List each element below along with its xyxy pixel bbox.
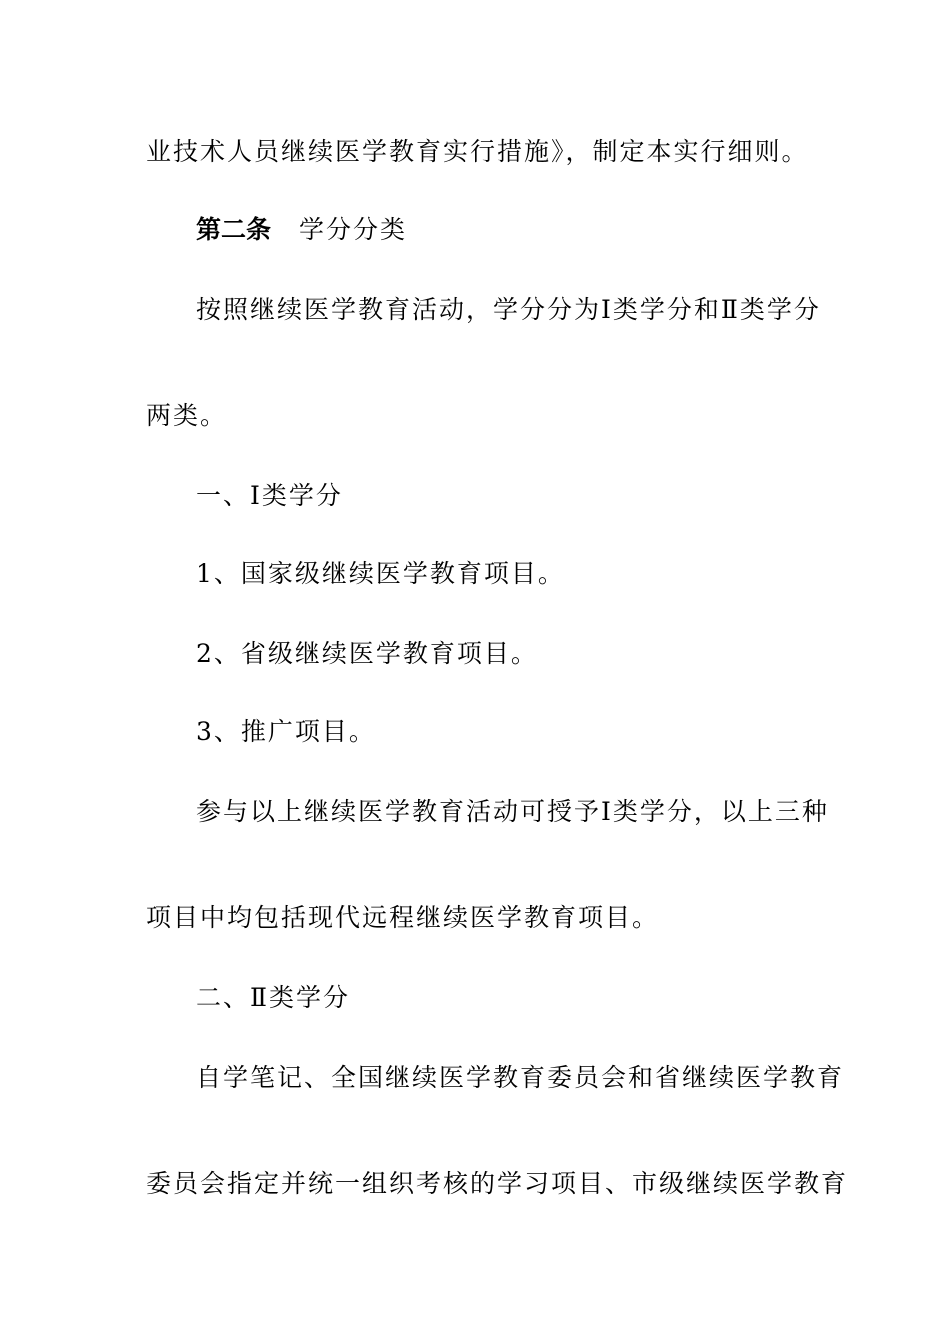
paragraph-line: 两类。 [146,401,228,430]
paragraph-line: 参与以上继续医学教育活动可授予Ⅰ类学分，以上三种 [196,797,829,826]
article-label: 第二条 [196,215,272,244]
section-heading: 一、Ⅰ类学分 [196,481,343,510]
paragraph-line: 自学笔记、全国继续医学教育委员会和省继续医学教育 [196,1063,845,1092]
paragraph-line: 项目中均包括现代远程继续医学教育项目。 [146,903,660,932]
paragraph-line: 业技术人员继续医学教育实行措施》，制定本实行细则。 [146,137,809,166]
article-heading [196,210,407,250]
article-title: 学分分类 [299,215,408,244]
paragraph-line: 按照继续医学教育活动，学分分为Ⅰ类学分和Ⅱ类学分 [196,295,821,324]
list-item: 1、国家级继续医学教育项目。 [196,559,565,588]
list-item: 2、省级继续医学教育项目。 [196,639,538,668]
paragraph-line: 委员会指定并统一组织考核的学习项目、市级继续医学教育 [146,1169,849,1198]
list-item: 3、推广项目。 [196,717,376,746]
section-heading: 二、Ⅱ类学分 [196,983,350,1012]
